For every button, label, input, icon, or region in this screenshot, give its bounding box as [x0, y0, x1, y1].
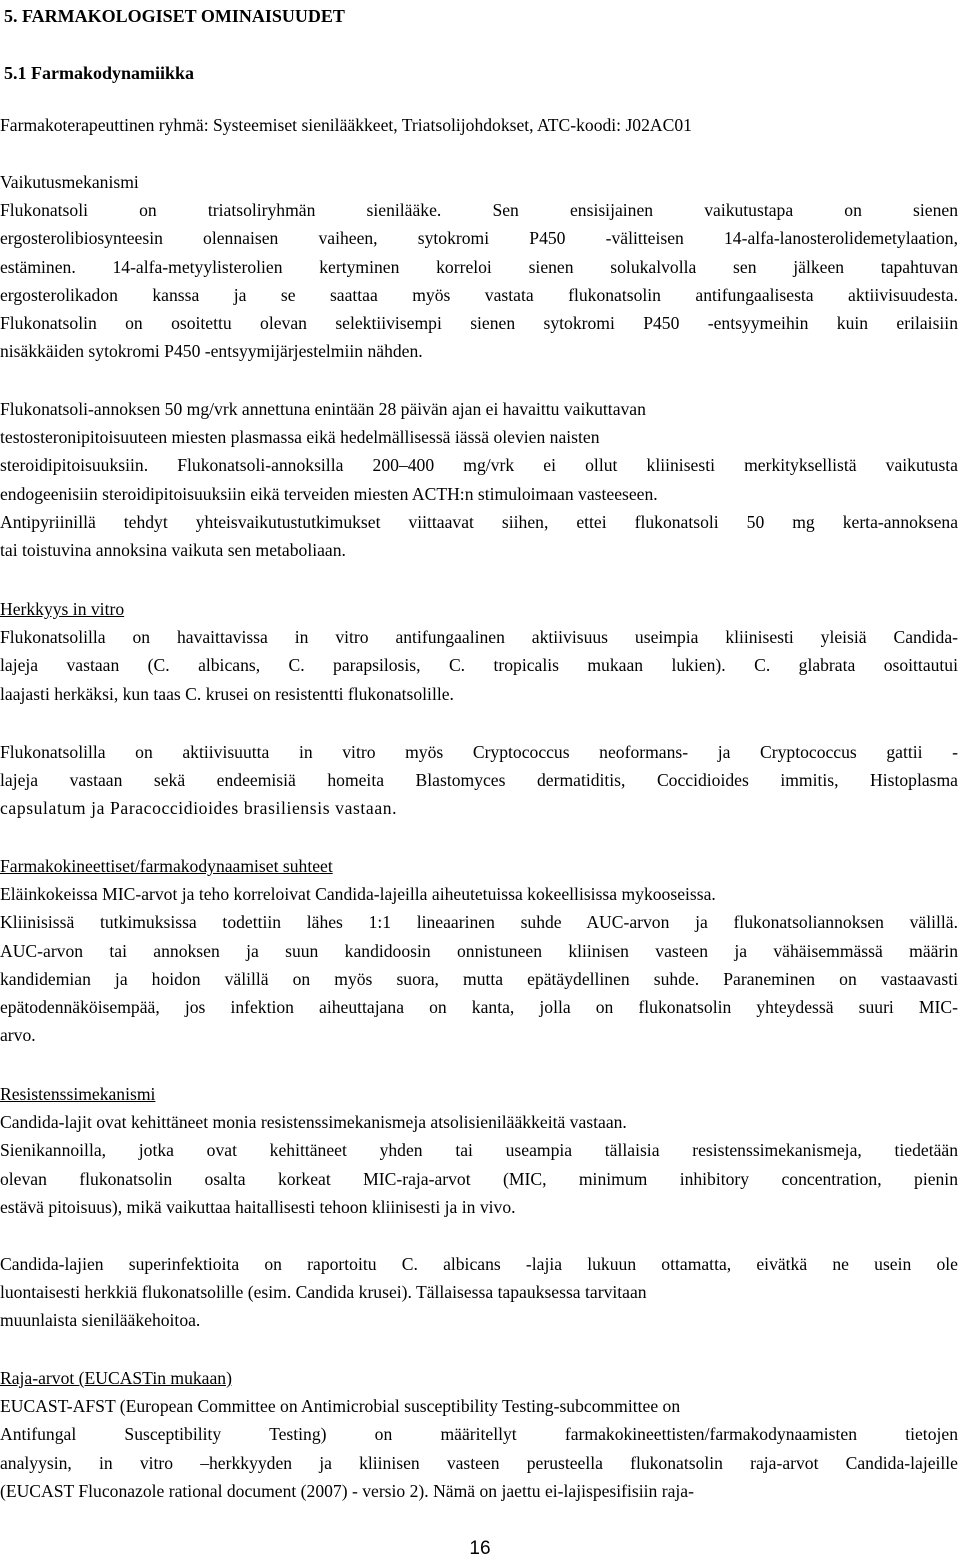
dose-line: testosteronipitoisuuteen miesten plasmassa eikä hedelmällisessä iässä olevien naisten — [0, 427, 600, 448]
mechanism-line: estäminen. 14-alfa-metyylisterolien kertyminen korreloi sienen solukalvolla sen jälkeen tapahtuvan — [0, 256, 958, 277]
invitro-line: lajeja vastaan (C. albicans, C. parapsilosis, C. tropicalis mukaan lukien). C. glabrata osoittautui — [0, 655, 958, 676]
pkpd-line: AUC-arvon tai annoksen ja suun kandidoosin onnistuneen kliinisen vasteen ja vähäisemmässä määrin — [0, 940, 958, 961]
subsection-heading: 5.1 Farmakodynamiikka — [4, 63, 195, 83]
mechanism-line: nisäkkäiden sytokromi P450 -entsyymijärjestelmiin nähden. — [0, 341, 423, 362]
eucast-line: EUCAST-AFST (European Committee on Antimicrobial susceptibility Testing-subcommittee on — [0, 1396, 681, 1417]
invitro-line: capsulatum ja Paracoccidioides brasiliensis vastaan. — [0, 798, 398, 819]
pkpd-line: kandidemian ja hoidon välillä on myös suora, mutta epätäydellinen suhde. Paraneminen on vastaavasti — [0, 968, 958, 989]
eucast-line: analyysin, in vitro –herkkyyden ja kliinisen vasteen perusteella flukonatsolin raja-arvot Candida-lajeille — [0, 1452, 958, 1473]
mechanism-section — [0, 168, 958, 365]
dose-section — [0, 395, 958, 564]
pkpd-section — [0, 852, 958, 1049]
mechanism-line: ergosterolikadon kanssa ja se saattaa myös vastata flukonatsolin antifungaalisesta aktiivisuudesta. — [0, 284, 958, 305]
pkpd-line: Kliinisissä tutkimuksissa todettiin lähes 1:1 lineaarinen suhde AUC-arvon ja flukonatsoliannoksen välillä. — [0, 912, 958, 933]
resistance-title: Resistenssimekanismi — [0, 1084, 156, 1104]
dose-line: Flukonatsoli-annoksen 50 mg/vrk annettuna enintään 28 päivän ajan ei havaittu vaikuttavan — [0, 399, 646, 419]
group-line-block — [0, 111, 958, 139]
group-line: Farmakoterapeuttinen ryhmä: Systeemiset sienilääkkeet, Triatsolijohdokset, ATC-koodi: J02AC01 — [0, 115, 692, 135]
mechanism-line: Flukonatsolin on osoitettu olevan selektiivisempi sienen sytokromi P450 -entsyymeihin kuin erilaisiin — [0, 313, 958, 334]
resistance-line: muunlaista sienilääkehoitoa. — [0, 1310, 201, 1331]
pkpd-line: Eläinkokeissa MIC-arvot ja teho korreloivat Candida-lajeilla aiheutetuissa kokeellisissa mykooseissa. — [0, 884, 716, 905]
page-number: 16 — [469, 1538, 491, 1559]
eucast-line: Antifungal Susceptibility Testing) on määritellyt farmakokineettisten/farmakodynaamisten tietojen — [0, 1424, 958, 1445]
mechanism-title: Vaikutusmekanismi — [0, 172, 139, 192]
dose-line: tai toistuvina annoksina vaikuta sen metaboliaan. — [0, 540, 346, 561]
invitro-line: Flukonatsolilla on havaittavissa in vitro antifungaalinen aktiivisuus useimpia kliinisesti yleisiä Candida- — [0, 627, 958, 648]
resistance-line: Candida-lajit ovat kehittäneet monia resistenssimekanismeja atsolisienilääkkeitä vastaan. — [0, 1112, 627, 1133]
dose-line: Antipyriinillä tehdyt yhteisvaikutustutkimukset viittaavat siihen, ettei flukonatsoli 50 mg kerta-annoksena — [0, 511, 958, 532]
invitro-section-2 — [0, 738, 958, 823]
mechanism-line: ergosterolibiosynteesin olennaisen vaiheen, sytokromi P450 -välitteisen 14-alfa-lanosterolidemetylaation, — [0, 228, 958, 249]
pkpd-line: arvo. — [0, 1025, 36, 1046]
eucast-line: (EUCAST Fluconazole rational document (2007) - versio 2). Nämä on jaettu ei-lajispesifisiin raja- — [0, 1480, 694, 1501]
eucast-section — [0, 1364, 958, 1505]
pkpd-line: epätodennäköisempää, jos infektion aiheuttajana on kanta, jolla on flukonatsolin yhteydessä suuri MIC- — [0, 997, 958, 1018]
dose-line: steroidipitoisuuksiin. Flukonatsoli-annoksilla 200–400 mg/vrk ei ollut kliinisesti merkityksellistä vaikutusta — [0, 455, 958, 476]
dose-line: endogeenisiin steroidipitoisuuksiin eikä terveiden miesten ACTH:n stimuloimaan vasteeseen. — [0, 483, 658, 504]
resistance-line: olevan flukonatsolin osalta korkeat MIC-raja-arvot (MIC, minimum inhibitory concentration, pienin — [0, 1168, 958, 1189]
invitro-section — [0, 595, 958, 708]
mechanism-line: Flukonatsoli on triatsoliryhmän sienilääke. Sen ensisijainen vaikutustapa on sienen — [0, 200, 958, 221]
resistance-line: estävä pitoisuus), mikä vaikuttaa haitallisesti tehoon kliinisesti ja in vivo. — [0, 1196, 516, 1217]
section-heading: 5. FARMAKOLOGISET OMINAISUUDET — [4, 6, 345, 26]
invitro-line: lajeja vastaan sekä endeemisiä homeita Blastomyces dermatiditis, Coccidioides immitis, Histoplasma — [0, 770, 958, 791]
resistance-line: Candida-lajien superinfektioita on raportoitu C. albicans -lajia lukuun ottamatta, eivätkä ne usein ole — [0, 1254, 958, 1274]
resistance-line: luontaisesti herkkiä flukonatsolille (esim. Candida krusei). Tällaisessa tapauksessa tarvitaan — [0, 1282, 647, 1303]
pkpd-title: Farmakokineettiset/farmakodynaamiset suhteet — [0, 856, 333, 876]
resistance-section-2 — [0, 1250, 958, 1335]
invitro-line: laajasti herkäksi, kun taas C. krusei on resistentti flukonatsolille. — [0, 683, 454, 704]
invitro-title: Herkkyys in vitro — [0, 599, 125, 619]
invitro-line: Flukonatsolilla on aktiivisuutta in vitro myös Cryptococcus neoformans- ja Cryptococcus gattii - — [0, 742, 958, 762]
resistance-section — [0, 1080, 958, 1221]
resistance-line: Sienikannoilla, jotka ovat kehittäneet yhden tai useampia tällaisia resistenssimekanismeja, tiedetään — [0, 1140, 958, 1161]
eucast-title: Raja-arvot (EUCASTin mukaan) — [0, 1368, 232, 1388]
